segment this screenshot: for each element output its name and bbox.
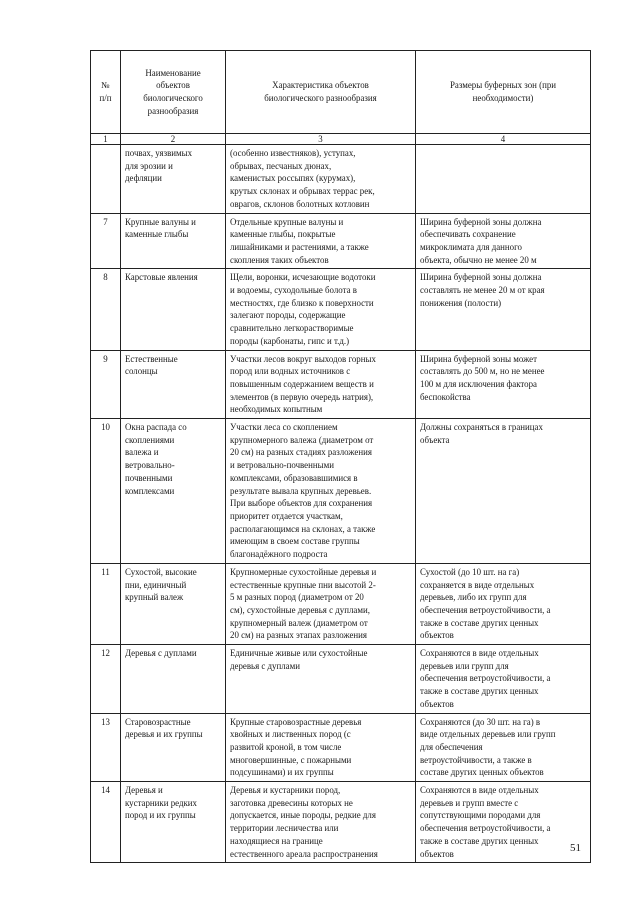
row-num: 7 bbox=[91, 213, 121, 269]
column-index-row bbox=[91, 134, 591, 145]
row-name: почвах, уязвимых для эрозии и дефляции bbox=[121, 145, 226, 214]
row-num: 9 bbox=[91, 350, 121, 419]
row-buffer: Ширина буферной зоны может составлять до 500 м, но не менее 100 м для исключения фактора беспокойства bbox=[416, 350, 591, 419]
row-name: Деревья с дуплами bbox=[121, 645, 226, 714]
header-name: Наименование объектов биологического разнообразия bbox=[121, 51, 226, 134]
row-buffer: Сохраняются в виде отдельных деревьев или групп для обеспечения ветроустойчивости, а также в составе других ценных объектов bbox=[416, 645, 591, 714]
table-row bbox=[91, 713, 591, 782]
page-number: 51 bbox=[570, 842, 581, 854]
row-name: Крупные валуны и каменные глыбы bbox=[121, 213, 226, 269]
row-characteristic: Крупные старовозрастные деревья хвойных и лиственных пород (с развитой кроной, в том числе многовершинные, с пожарными подсушинами) и их группы bbox=[226, 713, 416, 782]
column-index: 4 bbox=[416, 134, 591, 145]
row-num: 11 bbox=[91, 563, 121, 644]
column-index: 3 bbox=[226, 134, 416, 145]
row-buffer: Ширина буферной зоны должна обеспечивать сохранение микроклимата для данного объекта, обычно не менее 20 м bbox=[416, 213, 591, 269]
row-num bbox=[91, 145, 121, 214]
header-row bbox=[91, 51, 591, 134]
row-characteristic: Крупномерные сухостойные деревья и естественные крупные пни высотой 2- 5 м разных пород (диаметром от 20 см), сухостойные деревья с дуплами, крупномерный валеж (диаметром от 20 см) на разных этапах разложения bbox=[226, 563, 416, 644]
table-row bbox=[91, 213, 591, 269]
table-row bbox=[91, 419, 591, 564]
row-num: 13 bbox=[91, 713, 121, 782]
row-name: Карстовые явления bbox=[121, 269, 226, 350]
header-characteristic: Характеристика объектов биологического разнообразия bbox=[226, 51, 416, 134]
biodiversity-table bbox=[90, 50, 591, 863]
column-index: 2 bbox=[121, 134, 226, 145]
row-characteristic: Участки лесов вокруг выходов горных пород или водных источников с повышенным содержанием веществ и элементов (в первую очередь натрия), необходимых копытным bbox=[226, 350, 416, 419]
table-row bbox=[91, 145, 591, 214]
row-name: Окна распада со скоплениями валежа и ветровально- почвенными комплексами bbox=[121, 419, 226, 564]
row-name: Старовозрастные деревья и их группы bbox=[121, 713, 226, 782]
header-buffer: Размеры буферных зон (при необходимости) bbox=[416, 51, 591, 134]
row-num: 10 bbox=[91, 419, 121, 564]
row-buffer: Сухостой (до 10 шт. на га) сохраняется в виде отдельных деревьев, либо их групп для обеспечения ветроустойчивости, а также в составе других ценных объектов bbox=[416, 563, 591, 644]
row-buffer: Сохраняются в виде отдельных деревьев и групп вместе с сопутствующими породами для обеспечения ветроустойчивости, а также в составе других ценных объектов bbox=[416, 782, 591, 863]
row-characteristic: (особенно известняков), уступах, обрывах, песчаных дюнах, каменистых россыпях (курумах), крутых склонах и обрывах террас рек, оврагов, склонов болотных котловин bbox=[226, 145, 416, 214]
row-characteristic: Щели, воронки, исчезающие водотоки и водоемы, суходольные болота в местностях, где близко к поверхности залегают породы, содержащие сравнительно легкорастворимые породы (карбонаты, гипс и т.д.) bbox=[226, 269, 416, 350]
row-name: Естественные солонцы bbox=[121, 350, 226, 419]
row-buffer bbox=[416, 145, 591, 214]
row-num: 8 bbox=[91, 269, 121, 350]
row-num: 14 bbox=[91, 782, 121, 863]
row-characteristic: Единичные живые или сухостойные деревья с дуплами bbox=[226, 645, 416, 714]
row-characteristic: Отдельные крупные валуны и каменные глыбы, покрытые лишайниками и растениями, а также скопления таких объектов bbox=[226, 213, 416, 269]
row-name: Сухостой, высокие пни, единичный крупный валеж bbox=[121, 563, 226, 644]
table-row bbox=[91, 269, 591, 350]
table-row bbox=[91, 563, 591, 644]
row-buffer: Должны сохраняться в границах объекта bbox=[416, 419, 591, 564]
table-row bbox=[91, 782, 591, 863]
table-row bbox=[91, 350, 591, 419]
table-row bbox=[91, 645, 591, 714]
row-buffer: Ширина буферной зоны должна составлять не менее 20 м от края понижения (полости) bbox=[416, 269, 591, 350]
row-num: 12 bbox=[91, 645, 121, 714]
header-num: № п/п bbox=[91, 51, 121, 134]
row-characteristic: Участки леса со скоплением крупномерного валежа (диаметром от 20 см) на разных стадиях разложения и ветровально-почвенными комплексами, образовавшимися в результате вывала крупных деревьев. При выборе объектов для сохранения приоритет отдается участкам, располагающимся на склонах, а также имеющим в своем составе группы благонадёжного подроста bbox=[226, 419, 416, 564]
column-index: 1 bbox=[91, 134, 121, 145]
row-characteristic: Деревья и кустарники пород, заготовка древесины которых не допускается, иные породы, редкие для территории лесничества или находящиеся на границе естественного ареала распространения bbox=[226, 782, 416, 863]
row-buffer: Сохраняются (до 30 шт. на га) в виде отдельных деревьев или групп для обеспечения ветроустойчивости, а также в составе других ценных объектов bbox=[416, 713, 591, 782]
row-name: Деревья и кустарники редких пород и их группы bbox=[121, 782, 226, 863]
